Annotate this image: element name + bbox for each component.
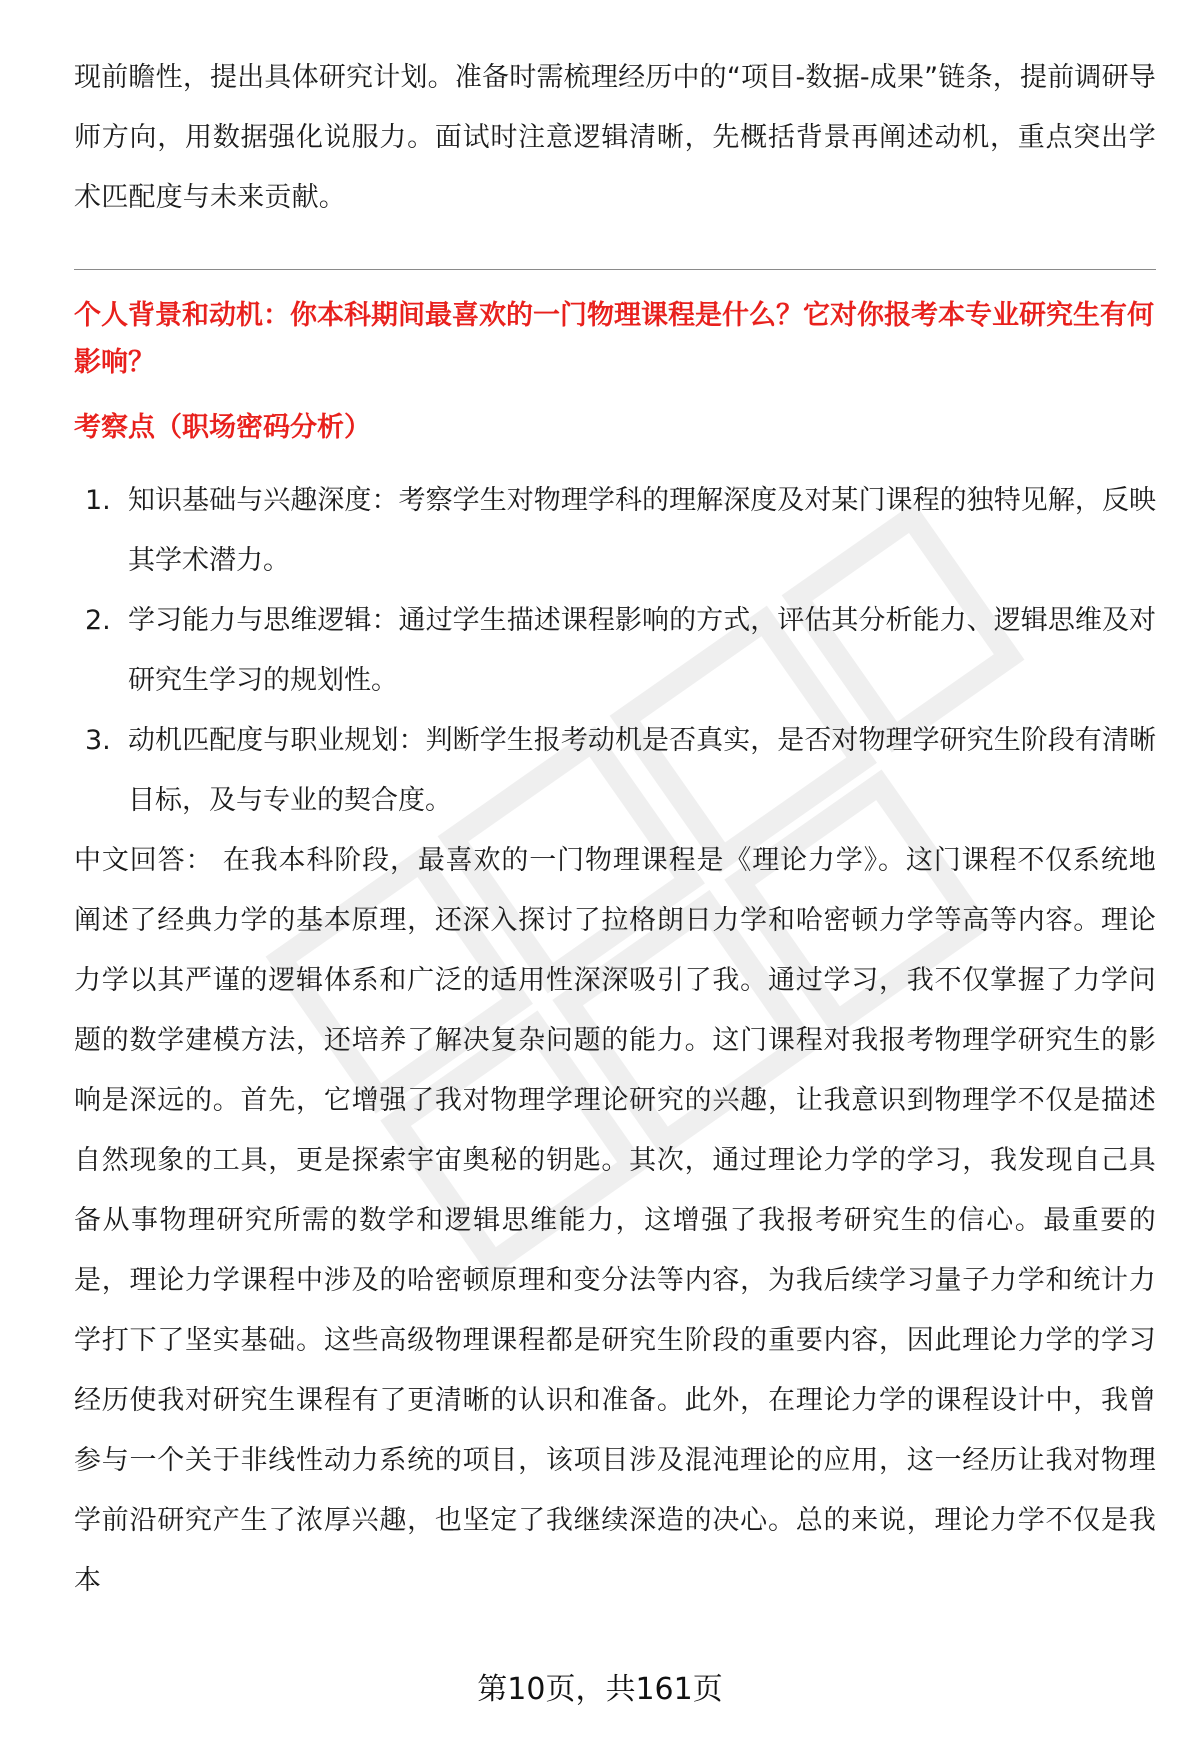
document-body [74, 48, 1156, 1611]
list-item-number: 1. [85, 485, 111, 516]
answer-paragraph: 中文回答： 在我本科阶段，最喜欢的一门物理课程是《理论力学》。这门课程不仅系统地阐述了经典力学的基本原理，还深入探讨了拉格朗日力学和哈密顿力学等高等内容。理论力学以其严谨的逻辑体系和广泛的适用性深深吸引了我。通过学习，我不仅掌握了力学问题的数学建模方法，还培养了解决复杂问题的能力。这门课程对我报考物理学研究生的影响是深远的。首先，它增强了我对物理学理论研究的兴趣，让我意识到物理学不仅是描述自然现象的工具，更是探索宇宙奥秘的钥匙。其次，通过理论力学的学习，我发现自己具备从事物理研究所需的数学和逻辑思维能力，这增强了我报考研究生的信心。最重要的是，理论力学课程中涉及的哈密顿原理和变分法等内容，为我后续学习量子力学和统计力学打下了坚实基础。这些高级物理课程都是研究生阶段的重要内容，因此理论力学的学习经历使我对研究生课程有了更清晰的认识和准备。此外，在理论力学的课程设计中，我曾参与一个关于非线性动力系统的项目，该项目涉及混沌理论的应用，这一经历让我对物理学前沿研究产生了浓厚兴趣，也坚定了我继续深造的决心。总的来说，理论力学不仅是我本 [74, 845, 1156, 1596]
section-title: 考察点（职场密码分析） [74, 412, 371, 443]
section-divider [74, 269, 1156, 270]
list-item [74, 711, 1156, 831]
list-item-text: 学习能力与思维逻辑：通过学生描述课程影响的方式，评估其分析能力、逻辑思维及对研究生学习的规划性。 [128, 605, 1156, 696]
list-item-number: 2. [85, 605, 111, 636]
list-item [74, 591, 1156, 711]
intro-paragraph: 现前瞻性，提出具体研究计划。准备时需梳理经历中的“项目-数据-成果”链条，提前调研导师方向，用数据强化说服力。面试时注意逻辑清晰，先概括背景再阐述动机，重点突出学术匹配度与未来贡献。 [74, 62, 1156, 213]
list-item-text: 动机匹配度与职业规划：判断学生报考动机是否真实，是否对物理学研究生阶段有清晰目标，及与专业的契合度。 [128, 725, 1156, 816]
list-item-number: 3. [85, 725, 111, 756]
list-item-text: 知识基础与兴趣深度：考察学生对物理学科的理解深度及对某门课程的独特见解，反映其学术潜力。 [128, 485, 1156, 576]
list-item [74, 471, 1156, 591]
page-number-footer: 第10页，共161页 [477, 1672, 723, 1707]
assessment-points-list [74, 471, 1156, 831]
question-heading: 个人背景和动机：你本科期间最喜欢的一门物理课程是什么？它对你报考本专业研究生有何影响？ [74, 300, 1154, 378]
